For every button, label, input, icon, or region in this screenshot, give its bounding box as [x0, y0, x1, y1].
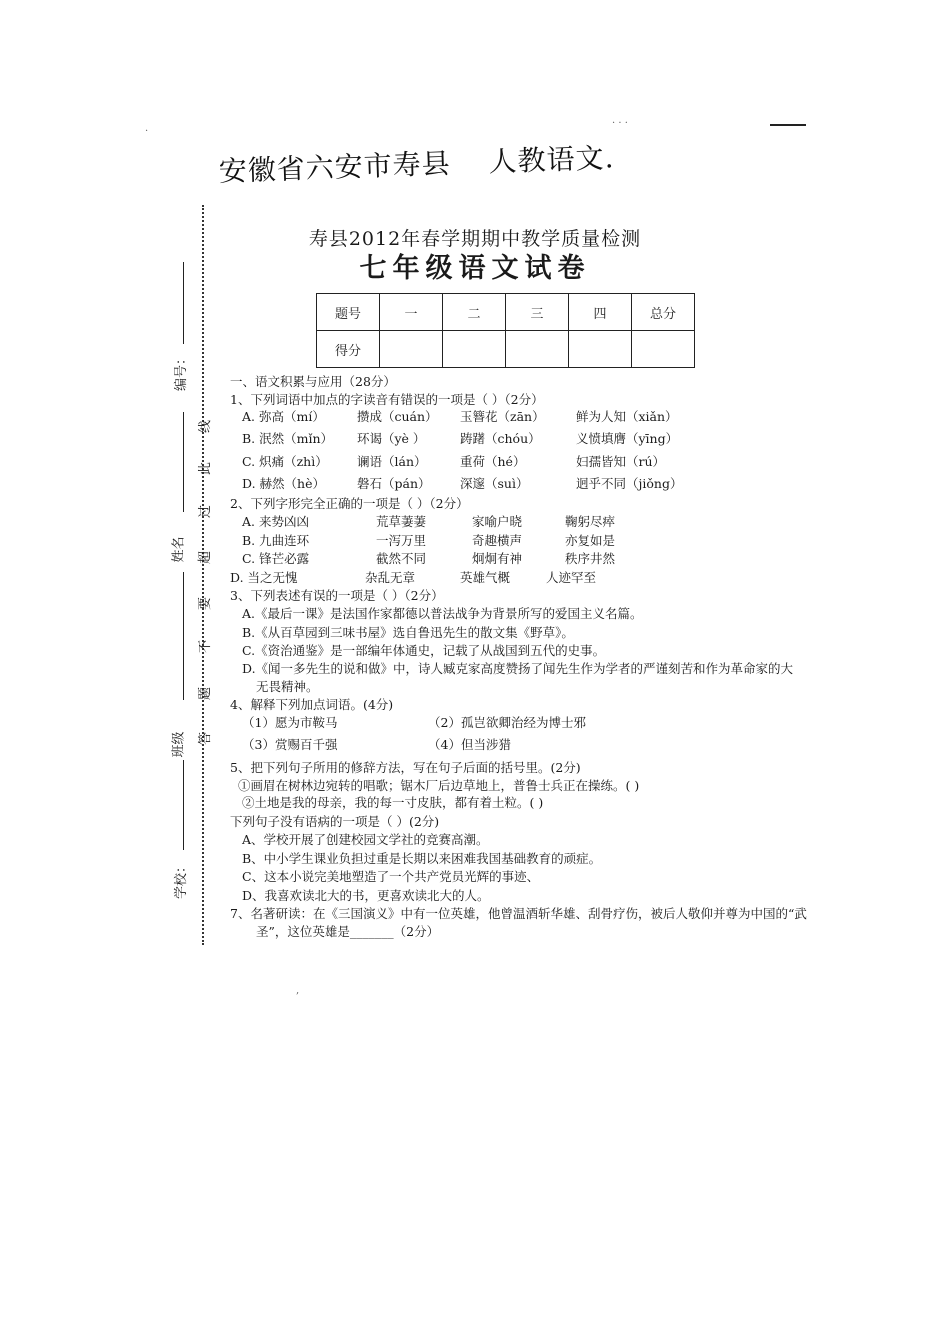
question-6-stem: 下列句子没有语病的一项是（ ）(2分)	[230, 814, 440, 829]
field-school-label: 学校：	[174, 859, 190, 900]
name-blank-line-2	[183, 572, 184, 700]
score-table-score-row	[317, 331, 695, 368]
score-table-header-cell: 三	[506, 294, 569, 331]
q1-option: 妇孺皆知（rú）	[576, 454, 666, 469]
q1-option: 义愤填膺（yīng）	[576, 431, 679, 446]
q2-option: A. 来势凶凶	[242, 514, 309, 529]
q2-option: 秩序井然	[565, 551, 616, 566]
field-id-label: 编号：	[174, 351, 190, 392]
field-name-label: 姓名	[171, 536, 187, 563]
q2-option: 截然不同	[376, 551, 427, 566]
handwritten-note-subject: 人教语文.	[488, 141, 616, 179]
q2-option: B. 九曲连环	[242, 533, 310, 548]
q1-option: 攒成（cuán）	[357, 409, 438, 424]
q6-option: A、学校开展了创建校园文学社的竞赛高潮。	[242, 832, 489, 847]
q4-item: （1）愿为市鞍马	[242, 715, 338, 730]
question-7-stem: 7、名著研读：在《三国演义》中有一位英雄，他曾温酒斩华雄、刮骨疗伤，被后人敬仰并尊为中国的“武	[230, 906, 807, 921]
q5-sentence: ①画眉在树林边宛转的唱歌；锯木厂后边草地上，普鲁士兵正在操练。( )	[238, 778, 640, 793]
handwritten-note	[218, 136, 615, 190]
seal-char: 此	[198, 461, 214, 476]
q1-option: A. 弥高（mí）	[242, 409, 325, 424]
q5-sentence: ②土地是我的母亲，我的每一寸皮肤，都有着土粒。( )	[242, 795, 544, 810]
score-cell	[632, 331, 695, 368]
scan-speck: ,	[296, 985, 300, 996]
handwritten-note-location: 安徽省六安市寿县	[218, 146, 452, 188]
q1-option: 磐石（pán）	[357, 476, 431, 491]
q1-option: 谰语（lán）	[357, 454, 427, 469]
name-blank-line	[183, 412, 184, 512]
q1-option: 迥乎不同（jiǒng）	[576, 476, 683, 491]
q3-option: B.《从百草园到三味书屋》选自鲁迅先生的散文集《野草》。	[242, 625, 574, 640]
score-cell	[569, 331, 632, 368]
score-table-header-row	[317, 294, 695, 331]
score-table-header-cell: 总分	[632, 294, 695, 331]
q1-option: 鲜为人知（xiǎn）	[576, 409, 678, 424]
score-table-header-cell: 四	[569, 294, 632, 331]
question-4-stem: 4、解释下列加点词语。(4分)	[230, 697, 394, 712]
q2-option: 家喻户晓	[472, 514, 523, 529]
question-1-stem: 1、下列词语中加点的字读音有错误的一项是（ ）（2分）	[230, 392, 544, 407]
q2-option: 人迹罕至	[546, 570, 597, 585]
q2-option: 一泻万里	[376, 533, 427, 548]
q6-option: D、我喜欢读北大的书，更喜欢读北大的人。	[242, 888, 490, 903]
score-table-header-cell: 题号	[317, 294, 380, 331]
q1-option: 踌躇（chóu）	[460, 431, 541, 446]
score-cell	[443, 331, 506, 368]
q6-option: C、这本小说完美地塑造了一个共产党员光辉的事迹、	[242, 869, 540, 884]
q2-option: 杂乱无章	[365, 570, 416, 585]
seal-char: 题	[198, 686, 214, 701]
q2-option: C. 锋芒必露	[242, 551, 310, 566]
q4-item: （4）但当涉猎	[428, 737, 511, 752]
q2-option: D. 当之无愧	[230, 570, 298, 585]
seal-char: 超	[198, 550, 214, 565]
q3-option: A.《最后一课》是法国作家都德以普法战争为背景所写的爱国主义名篇。	[242, 606, 643, 621]
class-blank-line	[183, 760, 184, 850]
scan-speck: · · ·	[612, 118, 628, 129]
score-cell	[380, 331, 443, 368]
question-5-stem: 5、把下列句子所用的修辞方法，写在句子后面的括号里。(2分)	[230, 760, 581, 775]
seal-char: 过	[198, 504, 214, 519]
seal-char: 线	[198, 419, 214, 434]
q1-option: 玉簪花（zān）	[460, 409, 545, 424]
exam-subtitle: 寿县2012年春学期期中教学质量检测	[308, 228, 642, 250]
section-heading: 一、语文积累与应用（28分）	[230, 374, 396, 389]
q3-option: D.《闻一多先生的说和做》中，诗人臧克家高度赞扬了闻先生作为学者的严谨刻苦和作为革命家的大	[242, 661, 794, 676]
q2-option: 荒草萋萋	[376, 514, 427, 529]
q2-option: 奇趣横声	[472, 533, 523, 548]
q2-option: 亦复如是	[565, 533, 616, 548]
q1-option: D. 赫然（hè）	[242, 476, 325, 491]
q1-option: B. 泯然（mǐn）	[242, 431, 334, 446]
score-cell	[506, 331, 569, 368]
score-table-header-cell: 二	[443, 294, 506, 331]
question-7-stem-continued: 圣”，这位英雄是_______（2分）	[256, 924, 440, 939]
q2-option: 鞠躬尽瘁	[565, 514, 616, 529]
q3-option-continued: 无畏精神。	[256, 679, 319, 694]
q4-item: （3）赏赐百千强	[242, 737, 338, 752]
q4-item: （2）孤岂欲卿治经为博士邪	[428, 715, 586, 730]
score-table	[316, 293, 695, 368]
q3-option: C.《资治通鉴》是一部编年体通史，记载了从战国到五代的史事。	[242, 643, 606, 658]
q1-option: 深邃（suì）	[460, 476, 529, 491]
exam-title: 七年级语文试卷	[359, 253, 591, 284]
q6-option: B、中小学生课业负担过重是长期以来困难我国基础教育的顽症。	[242, 851, 602, 866]
q1-option: C. 炽痛（zhì）	[242, 454, 328, 469]
question-3-stem: 3、下列表述有误的一项是（ ）（2分）	[230, 588, 444, 603]
q2-option: 英雄气概	[460, 570, 511, 585]
question-2-stem: 2、下列字形完全正确的一项是（ ）（2分）	[230, 496, 469, 511]
field-class-label: 班级	[171, 731, 187, 758]
seal-char: 答	[198, 731, 214, 746]
scan-speck: ·	[145, 126, 149, 137]
q1-option: 重荷（hé）	[460, 454, 526, 469]
q2-option: 炯炯有神	[472, 551, 523, 566]
score-table-header-cell: 一	[380, 294, 443, 331]
seal-char: 要	[198, 596, 214, 611]
q1-option: 环谒（yè ）	[357, 431, 426, 446]
seal-char: 不	[198, 639, 214, 654]
corner-mark	[770, 124, 806, 126]
binding-dotted-line	[202, 205, 204, 945]
score-table-row-label: 得分	[317, 331, 380, 368]
